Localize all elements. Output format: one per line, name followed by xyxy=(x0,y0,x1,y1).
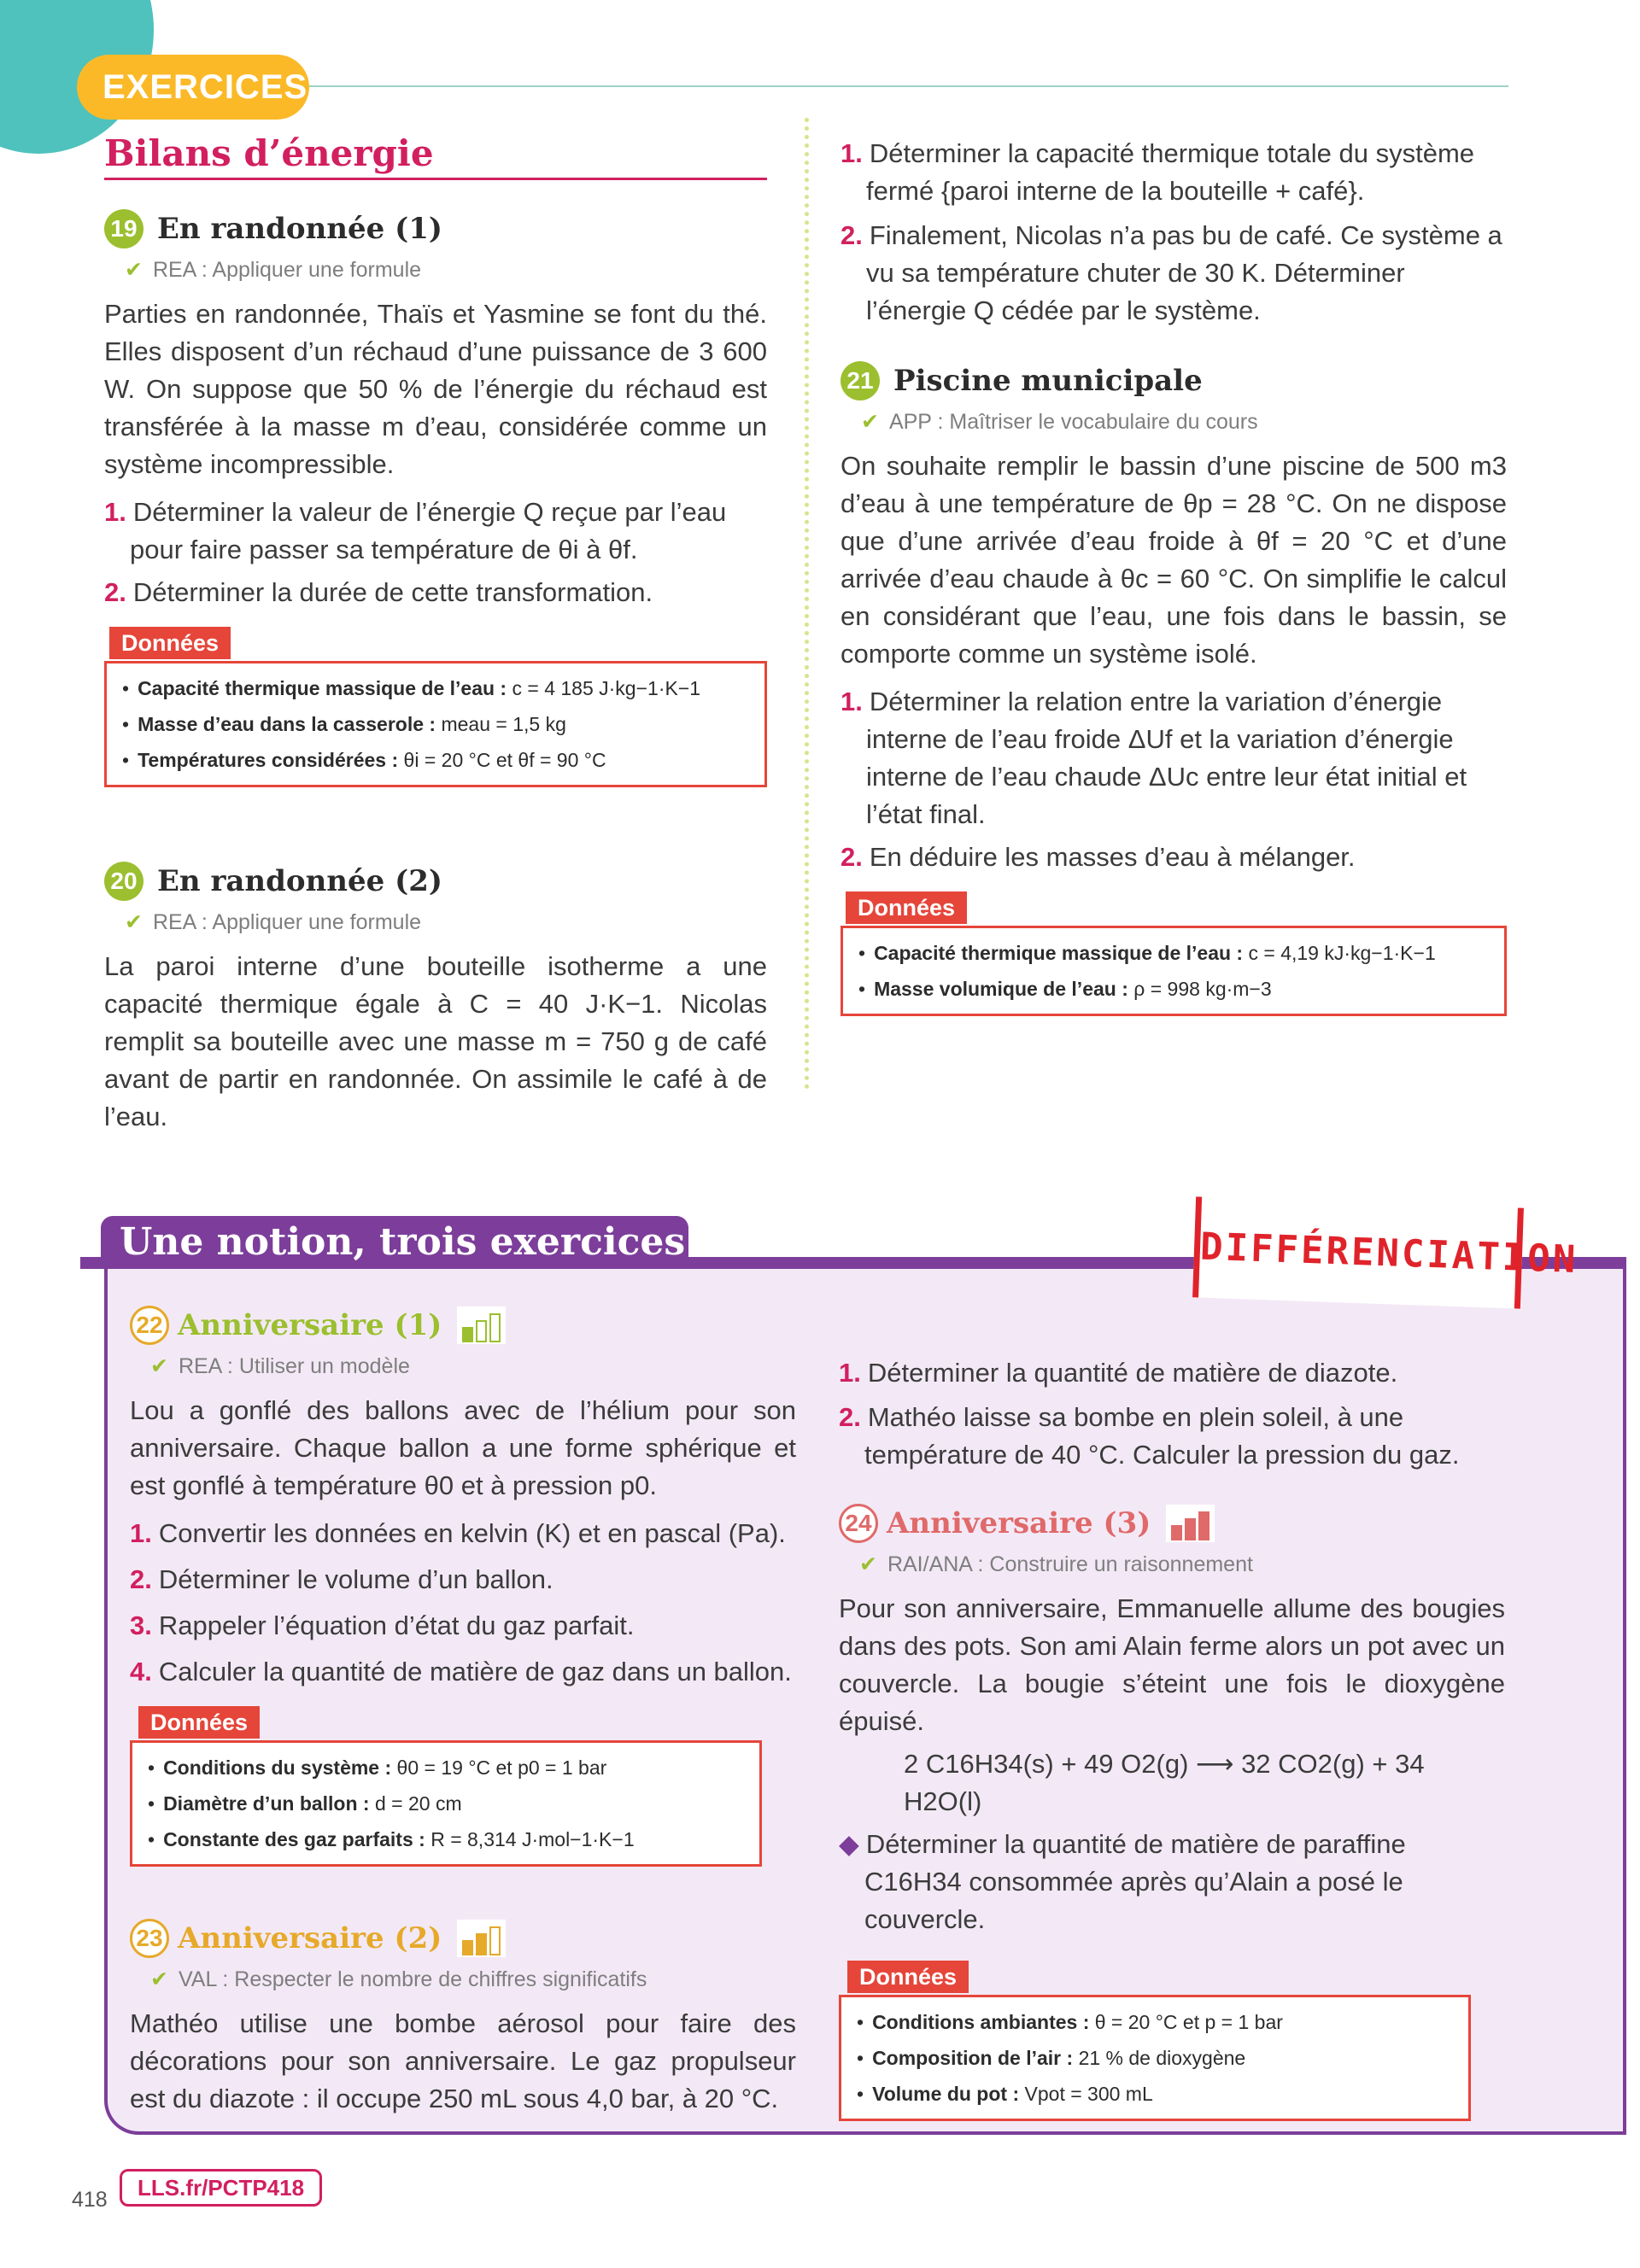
difficulty-level-icon xyxy=(457,1306,506,1344)
data-item: • Composition de l’air : 21 % de dioxygène xyxy=(857,2047,1246,2069)
exercise-title: Anniversaire (2) xyxy=(178,1921,442,1955)
exercise-21 xyxy=(840,357,1507,1016)
exercise-title: Piscine municipale xyxy=(893,364,1203,398)
exercise-text: Mathéo utilise une bombe aérosol pour faire des décorations pour son anniversaire. Le gaz propulseur est du diazote : il occupe 250 mL sous 4,0 bar, à 20 °C. xyxy=(130,2008,796,2113)
data-item: • Masse volumique de l’eau : ρ = 998 kg·m−3 xyxy=(858,978,1272,1000)
exercise-text: Parties en randonnée, Thaïs et Yasmine se font du thé. Elles disposent d’un réchaud d’une puissance de 3 600 W. On suppose que 50 % de l’énergie du réchaud est transférée à la masse m d’eau, considérée comme un système incompressible. xyxy=(104,299,767,479)
exercise-text: Pour son anniversaire, Emmanuelle allume des bougies dans des pots. Son ami Alain ferme alors un pot avec un couvercle. La bougie s’éteint une fois le dioxygène épuisé. xyxy=(839,1593,1505,1736)
data-item: • Masse d’eau dans la casserole : meau = 1,5 kg xyxy=(122,713,566,735)
exercise-header xyxy=(130,1301,796,1349)
exercise-20 xyxy=(104,857,767,1136)
difficulty-level-icon xyxy=(1166,1505,1215,1542)
data-item: • Capacité thermique massique de l’eau : c = 4 185 J·kg−1·K−1 xyxy=(122,677,701,699)
skill-label: VAL : Respecter le nombre de chiffres significatifs xyxy=(178,1967,647,1991)
question-text: Déterminer la durée de cette transformation. xyxy=(132,577,653,607)
question-1: 1. Déterminer la relation entre la variation d’énergie interne de l’eau froide ΔUf et la variation d’énergie interne de l’eau chaude ΔUc entre leur état initial et l’état final. xyxy=(840,687,1467,829)
question-text: Rappeler l’équation d’état du gaz parfait. xyxy=(158,1610,635,1640)
skill-line xyxy=(104,905,767,939)
question-text: Déterminer la quantité de matière de diazote. xyxy=(867,1358,1398,1388)
section-title: Bilans d’énergie xyxy=(104,132,434,174)
question-2: 2. Déterminer la durée de cette transformation. xyxy=(104,577,653,607)
data-label: Données xyxy=(109,627,231,659)
data-item: • Capacité thermique massique de l’eau : c = 4,19 kJ·kg−1·K−1 xyxy=(858,942,1436,964)
header-rule xyxy=(309,85,1508,87)
check-icon: ✔ xyxy=(150,1967,168,1991)
question-2: 2. Mathéo laisse sa bombe en plein soleil, à une température de 40 °C. Calculer la pression du gaz. xyxy=(839,1402,1460,1470)
exercise-text: On souhaite remplir le bassin d’une piscine de 500 m3 d’eau à une température de θp = 28 °C. On ne dispose que d’une arrivée d’eau froide à θf = 20 °C et d’une arrivée d’eau chaude à θc = 60 °C. On simplifie le calcul en considérant que l’eau, une fois dans le bassin, se comporte comme un système isolé. xyxy=(840,451,1507,669)
question-text: Mathéo laisse sa bombe en plein soleil, à une température de 40 °C. Calculer la pression du gaz. xyxy=(864,1402,1460,1470)
exercise-number: 20 xyxy=(104,862,144,901)
skill-line xyxy=(104,253,767,287)
data-item: • Conditions ambiantes : θ = 20 °C et p = 1 bar xyxy=(857,2011,1283,2033)
footer-link[interactable]: LLS.fr/PCTP418 xyxy=(120,2169,322,2207)
check-icon: ✔ xyxy=(150,1354,168,1378)
exercise-19 xyxy=(104,205,767,787)
data-box xyxy=(839,1995,1471,2121)
question-4: 4. Calculer la quantité de matière de gaz dans un ballon. xyxy=(130,1657,792,1686)
question-3: 3. Rappeler l’équation d’état du gaz parfait. xyxy=(130,1610,635,1640)
exercise-number: 22 xyxy=(130,1306,169,1345)
data-box xyxy=(840,926,1507,1016)
column-separator xyxy=(805,118,809,1090)
question-text: Déterminer le volume d’un ballon. xyxy=(158,1564,554,1594)
data-item: • Volume du pot : Vpot = 300 mL xyxy=(857,2083,1153,2105)
differenciation-badge: DIFFÉRENCIATION xyxy=(1192,1196,1524,1308)
check-icon: ✔ xyxy=(859,1552,877,1576)
question-1: 1. Convertir les données en kelvin (K) et en pascal (Pa). xyxy=(130,1518,786,1548)
exercise-header xyxy=(840,357,1507,405)
question-2: 2. Déterminer le volume d’un ballon. xyxy=(130,1564,554,1594)
data-label: Données xyxy=(846,891,967,924)
question-text: En déduire les masses d’eau à mélanger. xyxy=(869,842,1356,872)
skill-label: REA : Appliquer une formule xyxy=(152,910,422,934)
skill-line xyxy=(839,1547,1505,1581)
question-1: 1. Déterminer la capacité thermique totale du système fermé {paroi interne de la bouteille + café}. xyxy=(840,138,1475,206)
exercise-header xyxy=(104,857,767,905)
skill-line xyxy=(130,1349,796,1383)
check-icon: ✔ xyxy=(125,910,143,934)
notion-title: Une notion, trois exercices xyxy=(101,1216,688,1269)
exercise-text: Lou a gonflé des ballons avec de l’hélium pour son anniversaire. Chaque ballon a une forme sphérique et est gonflé à température θ0 et à pression p0. xyxy=(130,1395,796,1500)
data-box xyxy=(130,1740,762,1867)
data-label: Données xyxy=(138,1706,260,1739)
exercise-20-questions xyxy=(840,135,1507,330)
exercise-22 xyxy=(130,1301,796,1867)
page-number: 418 xyxy=(72,2188,108,2212)
difficulty-level-icon xyxy=(457,1920,506,1957)
exercise-23 xyxy=(130,1914,796,2118)
exercise-title: Anniversaire (3) xyxy=(887,1506,1151,1540)
exercise-number: 21 xyxy=(840,361,880,400)
question-1: 1. Déterminer la quantité de matière de diazote. xyxy=(839,1358,1398,1388)
question-text: Déterminer la relation entre la variation d’énergie interne de l’eau froide ΔUf et la variation d’énergie interne de l’eau chaude ΔUc entre leur état initial et l’état final. xyxy=(866,687,1467,829)
question-text: Convertir les données en kelvin (K) et en pascal (Pa). xyxy=(158,1518,786,1548)
chemical-equation: 2 C16H34(s) + 49 O2(g) ⟶ 32 CO2(g) + 34 H2O(l) xyxy=(904,1749,1425,1816)
data-item: • Diamètre d’un ballon : d = 20 cm xyxy=(148,1792,462,1815)
exercise-title: En randonnée (1) xyxy=(157,212,442,246)
exercise-number: 19 xyxy=(104,209,144,248)
data-item: • Constante des gaz parfaits : R = 8,314 J·mol−1·K−1 xyxy=(148,1828,635,1850)
exercise-title: En randonnée (2) xyxy=(157,864,442,898)
check-icon: ✔ xyxy=(125,258,143,282)
data-block xyxy=(104,623,767,787)
skill-label: REA : Utiliser un modèle xyxy=(178,1354,410,1378)
question-text: Finalement, Nicolas n’a pas bu de café. Ce système a vu sa température chuter de 30 K. Déterminer l’énergie Q cédée par le système. xyxy=(866,220,1502,325)
question-1: 1. Déterminer la valeur de l’énergie Q reçue par l’eau pour faire passer sa température de θi à θf. xyxy=(104,497,727,564)
skill-label: REA : Appliquer une formule xyxy=(152,258,422,282)
data-block xyxy=(839,1957,1471,2121)
exercise-header xyxy=(130,1914,796,1962)
data-item: • Conditions du système : θ0 = 19 °C et p0 = 1 bar xyxy=(148,1757,607,1779)
data-item: • Températures considérées : θi = 20 °C et θf = 90 °C xyxy=(122,749,606,771)
question-text: Déterminer la capacité thermique totale du système fermé {paroi interne de la bouteille + café}. xyxy=(866,138,1475,206)
exercise-header xyxy=(104,205,767,253)
exercise-number: 23 xyxy=(130,1919,169,1958)
question-2: 2. Finalement, Nicolas n’a pas bu de café. Ce système a vu sa température chuter de 30 K. Déterminer l’énergie Q cédée par le système. xyxy=(840,220,1502,325)
data-block xyxy=(840,888,1507,1016)
exercise-header xyxy=(839,1499,1505,1547)
question-text: Calculer la quantité de matière de gaz dans un ballon. xyxy=(158,1657,792,1686)
exercise-text: La paroi interne d’une bouteille isotherme a une capacité thermique égale à C = 40 J·K−1. Nicolas remplit sa bouteille avec une masse m = 750 g de café avant de partir en randonnée. On assimile le café à de l’eau. xyxy=(104,951,767,1131)
check-icon: ✔ xyxy=(861,410,879,434)
data-block xyxy=(130,1703,762,1867)
data-box xyxy=(104,661,767,787)
question: ◆ Déterminer la quantité de matière de paraffine C16H34 consommée après qu’Alain a posé le couvercle. xyxy=(839,1829,1406,1934)
section-rule xyxy=(104,178,767,180)
exercices-tag: EXERCICES xyxy=(77,55,309,120)
skill-label: RAI/ANA : Construire un raisonnement xyxy=(887,1552,1253,1576)
skill-line xyxy=(840,405,1507,439)
exercise-23-questions xyxy=(839,1354,1488,1474)
exercise-title: Anniversaire (1) xyxy=(178,1308,442,1342)
question-text: Déterminer la quantité de matière de paraffine C16H34 consommée après qu’Alain a posé le couvercle. xyxy=(864,1829,1406,1934)
question-text: Déterminer la valeur de l’énergie Q reçue par l’eau pour faire passer sa température de θi à θf. xyxy=(130,497,727,564)
exercise-24 xyxy=(839,1499,1505,2121)
skill-label: APP : Maîtriser le vocabulaire du cours xyxy=(888,410,1258,434)
skill-line xyxy=(130,1962,796,1996)
question-2: 2. En déduire les masses d’eau à mélanger. xyxy=(840,842,1356,872)
exercise-number: 24 xyxy=(839,1504,878,1543)
data-label: Données xyxy=(847,1961,969,1993)
